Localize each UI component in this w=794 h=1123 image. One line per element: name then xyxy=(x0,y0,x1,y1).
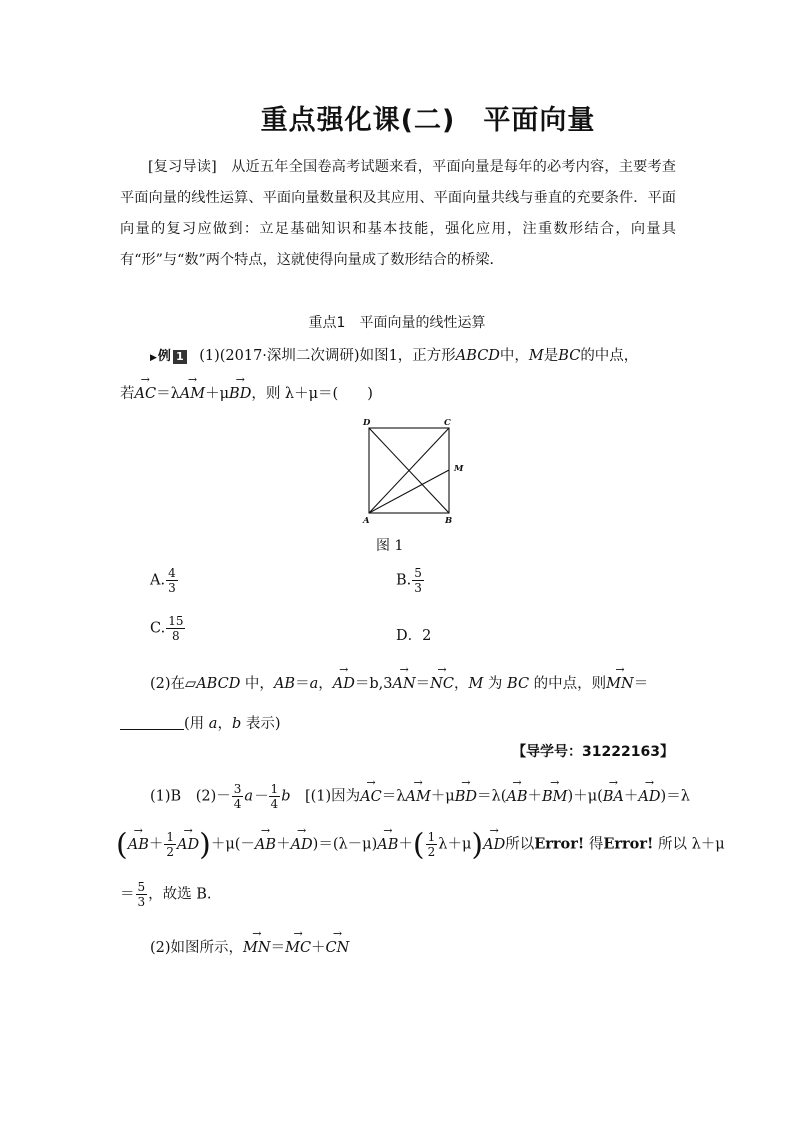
square-figure xyxy=(360,415,470,527)
answer-line-4: (2)如图所示，→ MN＝→ MC＋→ CN xyxy=(150,936,349,957)
label-M: M xyxy=(454,464,464,474)
answer-blank xyxy=(120,715,184,730)
label-C: C xyxy=(444,418,451,428)
vector-BD: → BD xyxy=(229,386,251,402)
vector-MN: → MN xyxy=(606,676,634,692)
label-D: D xyxy=(363,418,371,428)
vector-NC: → NC xyxy=(430,676,454,692)
example-line-1: ▶例 1 (1)(2017·深圳二次调研)如图1，正方形ABCD中，M是BC的中点， xyxy=(150,344,638,365)
guide-number: 【导学号：31222163】 xyxy=(512,744,674,760)
answer-line-2: (→ AB＋ $\frac{1}{2}$ → AD)＋μ(－→ AB＋→ AD)＝(λ－μ)→ AB＋( $\frac{1}{2}$ λ＋μ)→ AD所以Error! 得Error! 所以 λ＋μ xyxy=(116,830,725,859)
intro-text: 从近五年全国卷高考试题来看，平面向量是每年的必考内容，主要考查平面向量的线性运算、平面向量数量积及其应用、平面向量共线与垂直的充要条件．平面向量的复习应做到：立足基础知识和基本技能，强化应用，注重数形结合，向量具有“形”与“数”两个特点，这就使得向量成了数形结合的桥梁． xyxy=(120,159,676,268)
vector-AM: → AM xyxy=(180,386,205,402)
answer-line-3: ＝ $\frac{5}{3}$ ，故选 B. xyxy=(120,880,212,909)
review-intro xyxy=(120,152,676,276)
vector-AN: → AN xyxy=(392,676,415,692)
example-badge: ▶例 1 xyxy=(150,345,187,364)
option-c: C. $\frac{15}{8}$ xyxy=(150,614,184,643)
segment-am xyxy=(369,470,449,513)
page-title: 重点强化课(二) 平面向量 xyxy=(260,105,596,136)
option-a: A. $\frac{4}{3}$ xyxy=(150,566,176,595)
option-d: D．2 xyxy=(396,628,432,644)
vector-AC: → AC xyxy=(135,386,157,402)
label-A: A xyxy=(363,516,370,526)
label-B: B xyxy=(445,516,453,526)
intro-tag: [复习导读] xyxy=(148,159,217,175)
answer-line-1: (1)B (2)－ $\frac{3}{4}$ a－ $\frac{1}{4}$ b [(1)因为→ AC＝λ→ AM＋μ→ BD＝λ(→ AB＋→ BM)＋μ(→ BA＋→ AD)＝λ xyxy=(150,782,690,811)
triangle-icon: ▶ xyxy=(150,353,157,363)
question-2-line-2: (用 a，b 表示) xyxy=(120,712,281,733)
example-line-2: 若→ AC＝λ→ AM＋μ→ BD，则 λ＋μ＝( ) xyxy=(120,382,373,403)
option-b: B. $\frac{5}{3}$ xyxy=(396,566,422,595)
question-2-line-1: (2)在▱ABCD 中，AB＝a，→ AD＝b,3→ AN＝→ NC，M 为 BC 的中点，则→ MN＝ xyxy=(150,672,648,693)
figure-caption: 图 1 xyxy=(376,538,404,554)
section-heading: 重点1 平面向量的线性运算 xyxy=(308,315,486,331)
vector-AD: → AD xyxy=(333,676,355,692)
